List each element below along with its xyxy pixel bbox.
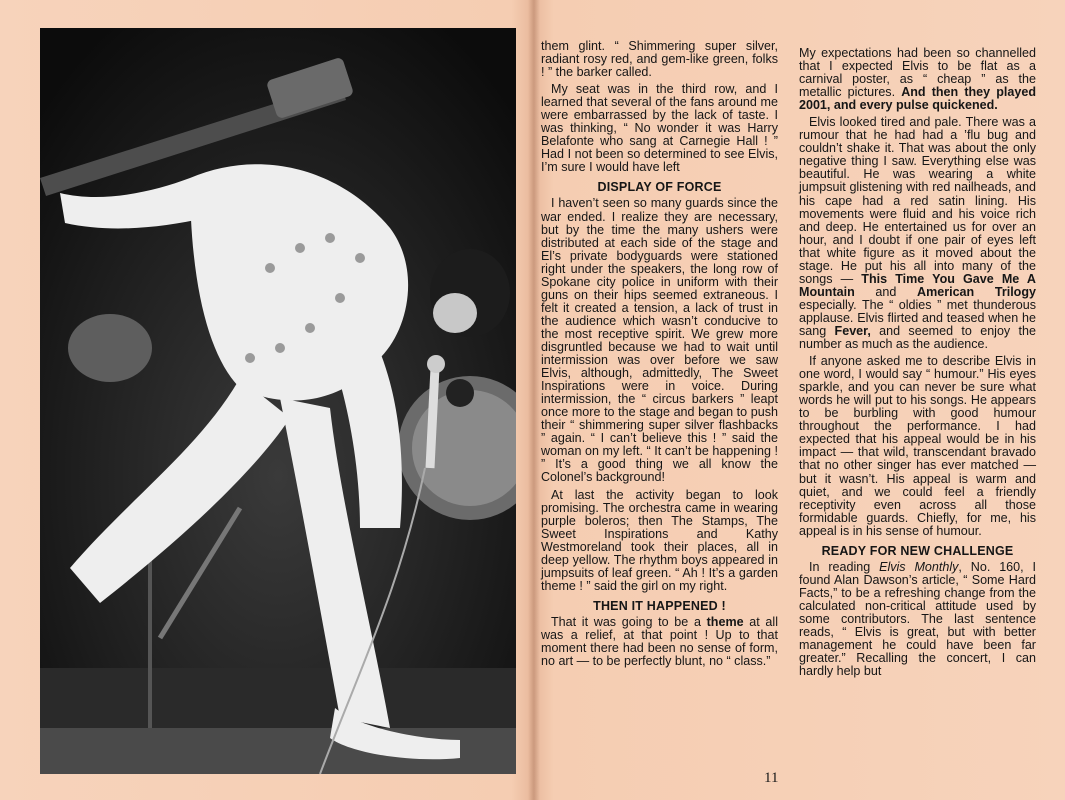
paragraph: them glint. “ Shimmering super silver, radiant rosy red, and gem-like green, folks ! ” the barker called. xyxy=(541,39,778,80)
text-run: and seemed to enjoy the number as much as the audience. xyxy=(799,323,1036,352)
paragraph: I haven’t seen so many guards since the war ended. I realize they are necessary, but by the time the many ushers were distributed at each side of the stage and El’s private bodyguards were stationed right under the speakers, the long row of Spokane city police in uniform with their guns on their hips seemed extraneous. I felt it created a tension, a lack of trust in the audience which wasn’t conducive to the most receptive spirit. We grew more disgruntled because we had to wait until intermission was over before we saw Elvis, although, admittedly, The Sweet Inspirations were in voice. During intermission, the “ circus barkers ” leapt once more to the stage and began to push their “ shimmering super silver flashbacks ” again. “ I can’t believe this ! ” said the woman on my left. “ It can’t be happening ! ” It’s a good thing we all know the Colonel’s background! xyxy=(541,196,778,485)
paragraph: At last the activity began to look promising. The orchestra came in wearing purple boleros; then The Stamps, The Sweet Inspirations and Kathy Westmoreland took their places, all in deep yellow. The rhythm boys appeared in jumpsuits of leaf green. “ Ah ! It’s a garden theme ! ” said the girl on my right. xyxy=(541,487,778,593)
paragraph xyxy=(799,116,1036,351)
performer-photo xyxy=(40,28,516,774)
bold-text: theme xyxy=(706,614,744,629)
song-title: This Time You Gave Me A Mountain xyxy=(799,271,1036,299)
paragraph xyxy=(799,47,1036,112)
bold-text: And then they played 2001, and every pulse quickened. xyxy=(799,85,1036,113)
text-column-1 xyxy=(541,40,778,672)
text-run: Elvis looked tired and pale. There was a rumour that he had had a ’flu bug and couldn’t shake it. That was about the only negative thing I saw. Everything else was beautiful. He was wearing a white jumpsuit glistening with red nailheads, and his cape had a red satin lining. His movements were fluid and his voice rich and deep. He entertained us for over an hour, and I doubt if one pair of eyes left that white figure as it moved about the stage. He put his all into many of the songs — xyxy=(799,115,1036,286)
text-run: That it was going to be a xyxy=(551,614,707,629)
section-heading: THEN IT HAPPENED ! xyxy=(593,598,726,613)
page-gutter xyxy=(528,0,540,800)
song-title: American Trilogy xyxy=(917,284,1036,299)
magazine-title: Elvis Monthly xyxy=(879,559,959,574)
text-run: , No. 160, I found Alan Dawson’s article, “ Some Hard Facts,” to be a refreshing change from the calculated non-critical attitude used by some contributors. The last sentence reads, “ Elvis is great, but with better management he could have been far greater.” Recalling the concert, I can hardly help but xyxy=(799,559,1036,679)
section-heading: READY FOR NEW CHALLENGE xyxy=(821,543,1014,558)
page-number: 11 xyxy=(764,770,779,786)
song-title: Fever, xyxy=(834,323,871,338)
text-run: and xyxy=(854,284,918,299)
text-column-2 xyxy=(799,47,1036,682)
text-run: at all was a relief, at that point ! Up to that moment there had been no sense of form, no art — to be perfectly blunt, no “ class.” xyxy=(541,614,778,669)
paragraph xyxy=(799,561,1036,678)
paragraph: My seat was in the third row, and I learned that several of the fans around me were embarrassed by the lack of taste. I was thinking, “ No wonder it was Harry Belafonte who sang at Carnegie Hall ! ” Had I not been so determined to see Elvis, I’m sure I would have left xyxy=(541,82,778,175)
paragraph xyxy=(541,616,778,668)
text-run: My expectations had been so channelled that I expected Elvis to be flat as a carnival poster, as “ cheap ” as the metallic pictures. xyxy=(799,46,1036,100)
paragraph: If anyone asked me to describe Elvis in one word, I would say “ humour.” His eyes sparkle, and you can never be sure what words he will put to his songs. He appears to be burbling with good humour throughout the performance. I had expected that his appeal would be in his impact — that wild, transcendant bravado that no other singer has ever matched — but it wasn’t. His appeal is warm and quiet, and we could feel a friendly receptivity even across all those formidable guards. Chiefly, for me, his appeal is in his sense of humour. xyxy=(799,354,1036,538)
section-heading: DISPLAY OF FORCE xyxy=(597,180,722,195)
text-run: especially. The “ oldies ” met thunderous applause. Elvis flirted and teased when he sang xyxy=(799,297,1036,338)
text-run: In reading xyxy=(809,559,880,574)
